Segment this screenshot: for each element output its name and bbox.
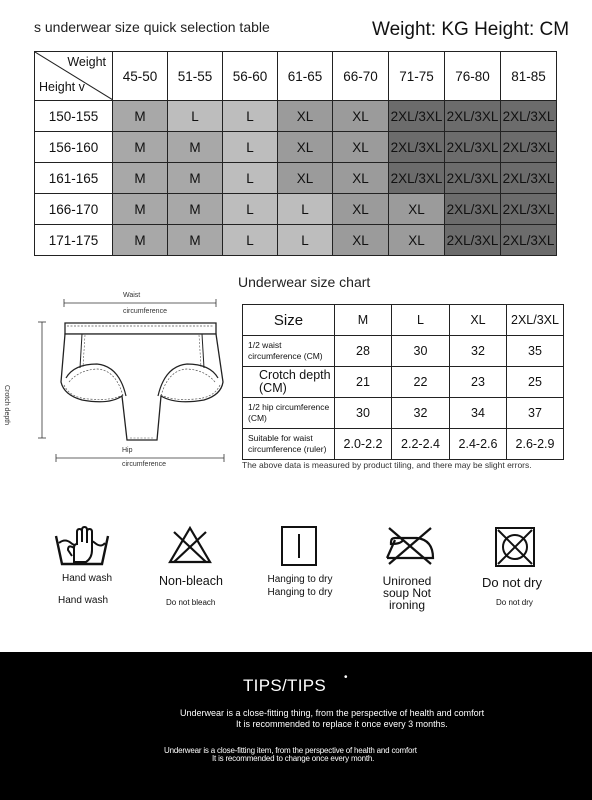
care-label: Non-bleach xyxy=(159,574,223,588)
tips-line-4: It is recommended to change once every month. xyxy=(212,754,375,763)
measurement-value: 2.6-2.9 xyxy=(507,429,564,460)
measurement-value: 34 xyxy=(450,398,507,429)
garment-diagram xyxy=(34,290,234,470)
tips-line-2: It is recommended to replace it once every 3 months. xyxy=(236,719,448,729)
size-cell: 2XL/3XL xyxy=(389,163,445,194)
size-chart-title: Underwear size chart xyxy=(238,274,371,290)
table-row xyxy=(35,101,557,132)
size-cell: 2XL/3XL xyxy=(445,101,501,132)
tips-panel xyxy=(0,652,592,800)
measurement-value: 35 xyxy=(507,336,564,367)
size-cell: L xyxy=(223,225,278,256)
size-cell: 2XL/3XL xyxy=(501,225,557,256)
size-cell: 2XL/3XL xyxy=(445,225,501,256)
measurement-value: 30 xyxy=(335,398,392,429)
measurement-value: 32 xyxy=(450,336,507,367)
weight-header: 76-80 xyxy=(445,52,501,101)
size-cell: M xyxy=(168,132,223,163)
weight-header: 61-65 xyxy=(278,52,333,101)
weight-header: 81-85 xyxy=(501,52,557,101)
measurement-value: 22 xyxy=(392,367,450,398)
size-cell: M xyxy=(168,225,223,256)
size-cell: L xyxy=(223,194,278,225)
size-header-row xyxy=(243,305,564,336)
corner-height-label: Height v xyxy=(39,80,85,94)
measurement-value: 30 xyxy=(392,336,450,367)
height-cell: 156-160 xyxy=(35,132,113,163)
size-chart-table xyxy=(242,304,564,460)
size-cell: 2XL/3XL xyxy=(501,194,557,225)
size-cell: 2XL/3XL xyxy=(501,101,557,132)
size-cell: 2XL/3XL xyxy=(389,101,445,132)
measurement-value: 2.0-2.2 xyxy=(335,429,392,460)
size-cell: 2XL/3XL xyxy=(501,163,557,194)
hip-sub-label: circumference xyxy=(122,461,166,468)
weight-header-row xyxy=(35,52,557,101)
measurement-value: 21 xyxy=(335,367,392,398)
size-column-header: M xyxy=(335,305,392,336)
size-cell: M xyxy=(113,132,168,163)
size-column-header: L xyxy=(392,305,450,336)
waist-sub-label: circumference xyxy=(123,308,167,315)
care-label: Hanging to dry Hanging to dry xyxy=(267,574,333,598)
size-cell: XL xyxy=(278,132,333,163)
units-caption: Weight: KG Height: CM xyxy=(372,19,570,40)
size-cell: 2XL/3XL xyxy=(501,132,557,163)
tips-line-3: Underwear is a close-fitting item, from the perspective of health and comfort xyxy=(164,746,417,755)
size-cell: M xyxy=(113,101,168,132)
size-header: Size xyxy=(243,305,335,336)
size-cell: XL xyxy=(389,194,445,225)
corner-weight-label: Weight xyxy=(67,55,106,69)
no-tumble-dry-icon xyxy=(494,526,536,568)
measurement-note: The above data is measured by product tiling, and there may be slight errors. xyxy=(242,460,532,470)
tips-title: TIPS/TIPS xyxy=(243,676,326,695)
weight-header: 56-60 xyxy=(223,52,278,101)
size-cell: XL xyxy=(278,101,333,132)
table-row xyxy=(35,163,557,194)
table-row xyxy=(243,367,564,398)
size-cell: 2XL/3XL xyxy=(389,132,445,163)
care-sub-label: Do not bleach xyxy=(166,598,216,607)
care-label: Hand wash xyxy=(62,573,113,584)
care-sub-label: Hand wash xyxy=(58,595,109,606)
height-cell: 166-170 xyxy=(35,194,113,225)
table-row xyxy=(35,194,557,225)
quick-selection-table xyxy=(34,51,557,256)
size-cell: 2XL/3XL xyxy=(445,163,501,194)
care-label: Do not dry xyxy=(482,575,542,590)
size-column-header: XL xyxy=(450,305,507,336)
measurement-value: 28 xyxy=(335,336,392,367)
measurement-value: 23 xyxy=(450,367,507,398)
page-title: s underwear size quick selection table xyxy=(34,19,270,35)
tips-dot: • xyxy=(344,672,348,683)
measurement-label: Suitable for waist circumference (ruler) xyxy=(243,429,335,460)
measurement-label: 1/2 waist circumference (CM) xyxy=(243,336,335,367)
crotch-depth-label: Crotch depth xyxy=(3,385,10,426)
weight-header: 71-75 xyxy=(389,52,445,101)
size-cell: XL xyxy=(333,225,389,256)
height-cell: 150-155 xyxy=(35,101,113,132)
size-cell: XL xyxy=(333,101,389,132)
size-cell: L xyxy=(223,101,278,132)
table-row xyxy=(243,336,564,367)
measurement-value: 2.4-2.6 xyxy=(450,429,507,460)
measurement-value: 2.2-2.4 xyxy=(392,429,450,460)
measurement-label: 1/2 hip circumference (CM) xyxy=(243,398,335,429)
size-cell: XL xyxy=(333,163,389,194)
height-cell: 171-175 xyxy=(35,225,113,256)
measurement-value: 25 xyxy=(507,367,564,398)
corner-cell xyxy=(35,52,113,101)
table-row xyxy=(35,132,557,163)
care-label: Unironed soup Not ironing xyxy=(382,574,432,612)
hang-dry-icon xyxy=(280,525,318,567)
height-cell: 161-165 xyxy=(35,163,113,194)
size-cell: L xyxy=(223,132,278,163)
size-column-header: 2XL/3XL xyxy=(507,305,564,336)
size-cell: M xyxy=(168,194,223,225)
no-bleach-icon xyxy=(168,526,212,564)
hand-wash-icon xyxy=(52,526,112,568)
size-cell: XL xyxy=(278,163,333,194)
size-cell: 2XL/3XL xyxy=(445,132,501,163)
size-cell: M xyxy=(113,194,168,225)
size-cell: L xyxy=(168,101,223,132)
table-row xyxy=(243,398,564,429)
size-cell: M xyxy=(168,163,223,194)
size-cell: XL xyxy=(333,132,389,163)
tips-line-1: Underwear is a close-fitting thing, from the perspective of health and comfort xyxy=(180,708,485,718)
table-row xyxy=(35,225,557,256)
size-cell: XL xyxy=(333,194,389,225)
size-cell: M xyxy=(113,225,168,256)
size-cell: L xyxy=(278,225,333,256)
size-cell: 2XL/3XL xyxy=(445,194,501,225)
hip-label: Hip xyxy=(122,447,133,454)
weight-header: 45-50 xyxy=(113,52,168,101)
waist-label: Waist xyxy=(123,292,141,299)
size-cell: L xyxy=(278,194,333,225)
measurement-value: 32 xyxy=(392,398,450,429)
no-iron-icon xyxy=(381,526,439,566)
table-row xyxy=(243,429,564,460)
care-sub-label: Do not dry xyxy=(496,598,533,607)
size-cell: M xyxy=(113,163,168,194)
weight-header: 51-55 xyxy=(168,52,223,101)
measurement-label: Crotch depth (CM) xyxy=(243,367,335,398)
size-cell: L xyxy=(223,163,278,194)
weight-header: 66-70 xyxy=(333,52,389,101)
measurement-value: 37 xyxy=(507,398,564,429)
size-cell: XL xyxy=(389,225,445,256)
